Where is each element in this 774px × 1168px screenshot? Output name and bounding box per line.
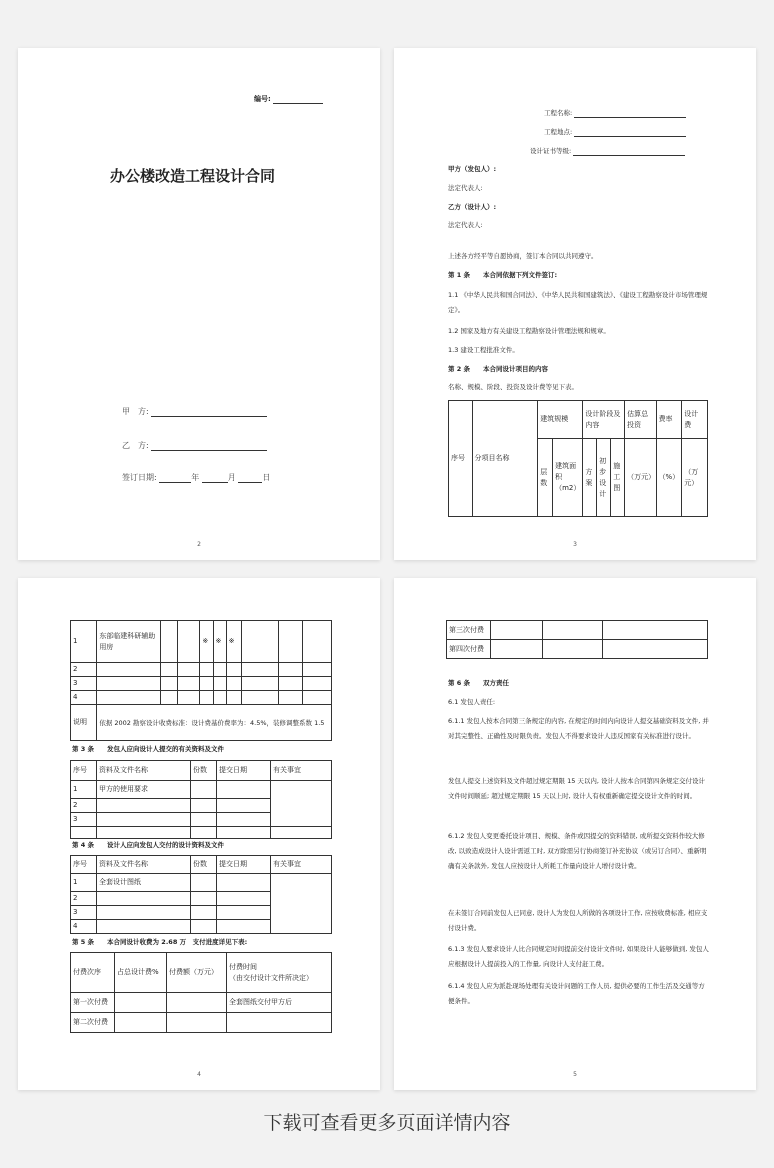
payment-schedule-continued [446, 620, 708, 659]
cert-level-line [573, 147, 685, 156]
first-payment: 第一次付费 [71, 993, 115, 1013]
paragraph-pre-sign: 在未签订合同前发包人已同意, 设计人为发包人所做的各项设计工作, 应按收费标准, 相应支付设计费。 [448, 909, 708, 932]
contract-number [254, 94, 323, 104]
table-cell [226, 691, 241, 705]
row-1-no: 1 [71, 874, 97, 892]
table-cell [191, 874, 217, 892]
table-row [71, 761, 332, 781]
col-date: 提交日期 [217, 761, 271, 781]
table-cell [191, 813, 217, 827]
table-cell [217, 892, 271, 906]
row-1-mark: ※ [200, 621, 213, 663]
col-percent: 占总设计费% [115, 953, 167, 993]
table-cell [543, 621, 603, 640]
col-doc: 资料及文件名称 [97, 856, 191, 874]
page-number: 5 [573, 1071, 577, 1078]
col-order: 付费次序 [71, 953, 115, 993]
party-a-sign-label: 甲 方: [122, 407, 149, 416]
table-cell [217, 781, 271, 799]
row-3-no: 3 [71, 677, 97, 691]
col-amount: 付费额（万元） [167, 953, 227, 993]
table-cell [213, 663, 226, 677]
page-number: 3 [573, 541, 577, 548]
col-prelim: 初步设计 [597, 439, 611, 517]
table-cell [97, 920, 191, 934]
table-cell [303, 691, 332, 705]
row-1-mark: ※ [213, 621, 226, 663]
row-1-cell [242, 621, 279, 663]
first-payment-time: 全套图纸交付甲方后 [227, 993, 332, 1013]
table-cell [303, 663, 332, 677]
table-cell [191, 920, 217, 934]
table-cell [115, 993, 167, 1013]
table-row [71, 953, 332, 993]
article-2-desc: 名称、规模、阶段、投资及设计费等见下表。 [448, 383, 578, 391]
page-contract-basis [394, 48, 756, 560]
col-seq: 序号 [71, 856, 97, 874]
contract-number-line [273, 95, 323, 104]
table-cell [217, 827, 271, 839]
table-cell [191, 906, 217, 920]
col-seq: 序号 [449, 401, 473, 517]
col-fee: 设计费 [682, 401, 708, 439]
payment-schedule-table [70, 952, 332, 1033]
party-b-sign [122, 440, 267, 451]
article-3-title: 第 3 条 发包人应向设计人提交的有关资料及文件 [72, 745, 225, 753]
fourth-payment: 第四次付费 [447, 640, 491, 659]
col-area: 建筑面积（m2） [553, 439, 583, 517]
year-line [159, 474, 191, 483]
contract-number-label: 编号: [254, 95, 271, 103]
row-4-no: 4 [71, 691, 97, 705]
article-5-title: 第 5 条 本合同设计收费为 2.68 万 支付进度详见下表: [72, 938, 248, 946]
col-invest: 估算总投资 [625, 401, 656, 439]
table-cell [167, 1013, 227, 1033]
table-cell [242, 691, 279, 705]
col-floors: 层数 [538, 439, 553, 517]
second-payment: 第二次付费 [71, 1013, 115, 1033]
party-a-sign-line [151, 408, 267, 417]
table-cell [271, 874, 332, 934]
row-2-no: 2 [71, 663, 97, 677]
page-documents [18, 578, 380, 1090]
table-cell [303, 677, 332, 691]
third-payment: 第三次付费 [447, 621, 491, 640]
col-construct: 施工图 [611, 439, 625, 517]
table-cell [279, 691, 303, 705]
col-copies: 份数 [191, 856, 217, 874]
row-1-mark: ※ [226, 621, 241, 663]
col-scale: 建筑规模 [538, 401, 583, 439]
article-2-title: 第 2 条 本合同设计项目的内容 [448, 365, 549, 373]
page-responsibilities [394, 578, 756, 1090]
section-6-1-1: 6.1.1 发包人按本合同第三条规定的内容, 在规定的时间内向设计人提交基础资料及文件, 并对其完整性、正确性及时限负责。发包人不得要求设计人违反国家有关标准进行设计。 [448, 717, 709, 740]
table-cell [191, 799, 217, 813]
table-cell [200, 691, 213, 705]
party-a-heading: 甲方（发包人）: [448, 165, 497, 173]
table-row [447, 640, 708, 659]
table-cell [279, 677, 303, 691]
legal-rep-b: 法定代表人: [448, 221, 483, 229]
table-row [71, 691, 332, 705]
col-stage: 设计阶段及内容 [583, 401, 625, 439]
row-2-no: 2 [71, 892, 97, 906]
col-rate-unit: （%） [656, 439, 682, 517]
col-rate: 费率 [656, 401, 682, 439]
table-cell [115, 1013, 167, 1033]
table-cell [97, 813, 191, 827]
page-number: 4 [197, 1071, 201, 1078]
table-row [71, 874, 332, 892]
row-4-no: 4 [71, 920, 97, 934]
table-cell [217, 813, 271, 827]
project-name-field [544, 108, 686, 118]
table-row [71, 993, 332, 1013]
col-invest-unit: （万元） [625, 439, 656, 517]
party-b-sign-line [151, 442, 267, 451]
table-row [71, 1013, 332, 1033]
table-cell [97, 827, 191, 839]
table-cell [97, 677, 161, 691]
article-6-title: 第 6 条 双方责任 [448, 679, 510, 687]
table-cell [97, 892, 191, 906]
row-3-no: 3 [71, 813, 97, 827]
table-cell [213, 677, 226, 691]
day-line [238, 474, 262, 483]
table-cell [242, 677, 279, 691]
table-cell [242, 663, 279, 677]
table-row [449, 401, 708, 439]
table-cell [603, 640, 708, 659]
paragraph-delay: 发包人提交上述资料及文件超过规定期限 15 天以内, 设计人按本合同第四条规定交付设计文件时间顺延; 超过规定期限 15 天以上时, 设计人有权重新确定提交设计文件的时间。 [448, 777, 706, 800]
table-cell [178, 677, 200, 691]
row-1-cell [303, 621, 332, 663]
table-row [71, 827, 332, 839]
article-1-title: 第 1 条 本合同依据下列文件签订: [448, 271, 558, 279]
table-cell [97, 663, 161, 677]
page-number: 2 [197, 541, 201, 548]
table-cell [491, 640, 543, 659]
sign-date [122, 472, 270, 483]
party-b-sign-label: 乙 方: [122, 441, 149, 450]
col-copies: 份数 [191, 761, 217, 781]
page-cover [18, 48, 380, 560]
month-line [202, 474, 228, 483]
row-1-no: 1 [71, 781, 97, 799]
section-6-1-4: 6.1.4 发包人应为派赴现场处理有关设计问题的工作人员, 提供必要的工作生活及交通等方便条件。 [448, 982, 705, 1005]
table-cell [178, 691, 200, 705]
col-matters: 有关事宜 [271, 856, 332, 874]
sign-date-label: 签订日期: [122, 473, 157, 482]
col-seq: 序号 [71, 761, 97, 781]
row-1-doc: 甲方的使用要求 [97, 781, 191, 799]
row-1-no: 1 [71, 621, 97, 663]
table-cell [217, 799, 271, 813]
note-label: 说明 [71, 705, 97, 741]
table-row [71, 856, 332, 874]
more-pages-caption: 下载可查看更多页面详情内容 [263, 1112, 511, 1134]
table-cell [227, 1013, 332, 1033]
year-label: 年 [191, 473, 200, 482]
table-cell [217, 874, 271, 892]
table-cell [97, 691, 161, 705]
project-detail-table [70, 620, 332, 741]
article-4-title: 第 4 条 设计人应向发包人交付的设计资料及文件 [72, 841, 225, 849]
table-cell [226, 677, 241, 691]
legal-rep-a: 法定代表人: [448, 184, 483, 192]
project-name-label: 工程名称: [544, 109, 573, 117]
table-cell [217, 906, 271, 920]
col-time-note: （由交付设计文件所决定） [229, 973, 313, 982]
table-cell [491, 621, 543, 640]
table-cell [71, 827, 97, 839]
table-cell [191, 892, 217, 906]
project-location-line [574, 128, 686, 137]
row-1-cell [279, 621, 303, 663]
table-row [71, 663, 332, 677]
table-cell [226, 663, 241, 677]
col-matters: 有关事宜 [271, 761, 332, 781]
row-1-doc: 全套设计图纸 [97, 874, 191, 892]
table-cell [200, 663, 213, 677]
table-cell [191, 781, 217, 799]
design-items-table [448, 400, 708, 517]
col-fee-unit: （万元） [682, 439, 708, 517]
cert-level-field [530, 146, 685, 156]
col-scheme: 方案 [583, 439, 597, 517]
col-doc: 资料及文件名称 [97, 761, 191, 781]
day-label: 日 [262, 473, 271, 482]
section-6-1: 6.1 发包人责任: [448, 698, 496, 706]
table-cell [97, 799, 191, 813]
row-1-cell [160, 621, 178, 663]
row-1-cell [178, 621, 200, 663]
section-6-1-2: 6.1.2 发包人变更委托设计项目、规模、条件或因提交的资料错误, 或所提交资料作较大修改, 以致造成设计人设计需返工时, 双方除需另行协商签订补充协议（或另订合同）、重新明确有关条款外, 发包人应按设计人所耗工作量向设计人增付设计费。 [448, 832, 707, 870]
table-row [71, 621, 332, 663]
table-cell [603, 621, 708, 640]
table-cell [271, 781, 332, 827]
col-time [227, 953, 332, 993]
row-3-no: 3 [71, 906, 97, 920]
row-2-no: 2 [71, 799, 97, 813]
table-cell [271, 827, 332, 839]
article-1-2: 1.2 国家及地方有关建设工程勘察设计管理法规和规章。 [448, 327, 610, 335]
table-row [71, 677, 332, 691]
project-location-label: 工程地点: [544, 128, 573, 136]
table-cell [167, 993, 227, 1013]
client-documents-table [70, 760, 332, 839]
table-cell [191, 827, 217, 839]
table-cell [279, 663, 303, 677]
note-text: 依据 2002 勘察设计收费标准：设计费基价费率为：4.5%，装修调整系数 1.5 [97, 705, 332, 741]
cert-level-label: 设计证书等级: [530, 147, 572, 155]
col-date: 提交日期 [217, 856, 271, 874]
month-label: 月 [227, 473, 236, 482]
col-item-name: 分项目名称 [472, 401, 538, 517]
table-cell [160, 691, 178, 705]
row-1-name: 东部临建科研辅助用房 [97, 621, 161, 663]
section-6-1-3: 6.1.3 发包人要求设计人比合同规定时间提前交付设计文件时, 如果设计人能够做到, 发包人应根据设计人提前投入的工作量, 向设计人支付赶工费。 [448, 945, 709, 968]
table-cell [213, 691, 226, 705]
project-location-field [544, 127, 686, 137]
project-name-line [574, 109, 686, 118]
table-cell [160, 663, 178, 677]
table-cell [178, 663, 200, 677]
party-a-sign [122, 406, 267, 417]
contract-title: 办公楼改造工程设计合同 [110, 167, 276, 185]
table-cell [160, 677, 178, 691]
table-cell [543, 640, 603, 659]
party-b-heading: 乙方（设计人）: [448, 203, 497, 211]
table-row [71, 781, 332, 799]
table-row [447, 621, 708, 640]
col-time-label: 付费时间 [229, 962, 257, 971]
table-row [71, 705, 332, 741]
article-1-3: 1.3 建设工程批准文件。 [448, 346, 519, 354]
intro-paragraph: 上述各方经平等自愿协商，签订本合同以共同遵守。 [448, 252, 598, 260]
article-1-1: 1.1 《中华人民共和国合同法》、《中华人民共和国建筑法》、《建设工程勘察设计市场管理规定》。 [448, 291, 708, 314]
table-cell [217, 920, 271, 934]
table-cell [200, 677, 213, 691]
designer-documents-table [70, 855, 332, 934]
table-cell [97, 906, 191, 920]
